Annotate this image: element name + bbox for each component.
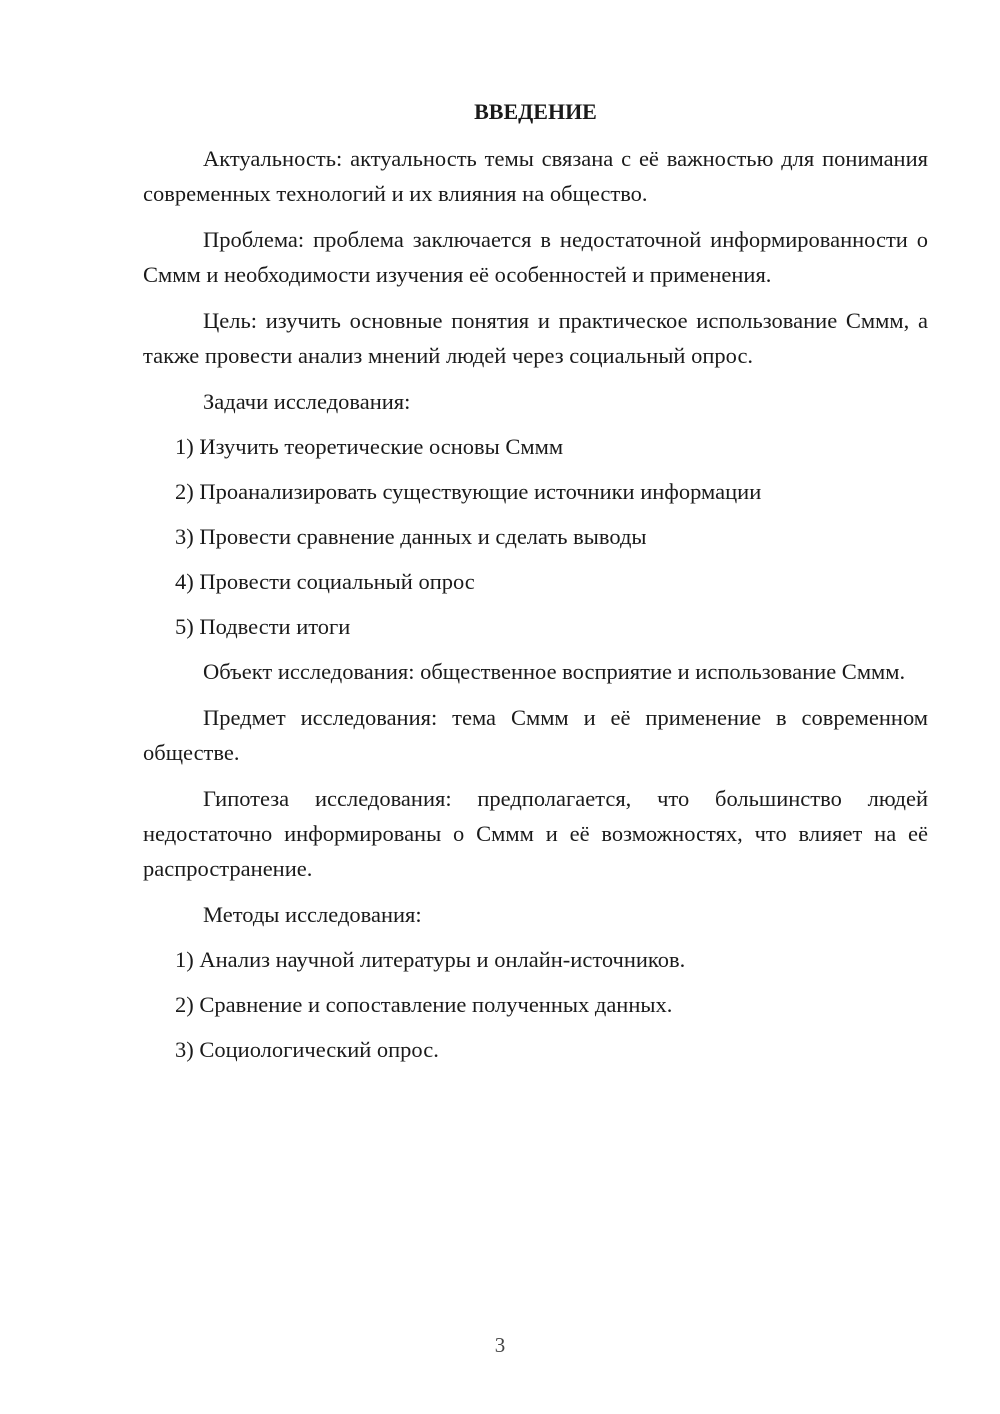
page-title: ВВЕДЕНИЕ	[474, 99, 597, 124]
list-item: 4) Провести социальный опрос	[175, 569, 475, 594]
paragraph-hypothesis: Гипотеза исследования: предполагается, что большинство людей недостаточно информированы о Сммм и её возможностях, что влияет на её распространение.	[143, 786, 928, 881]
tasks-list	[143, 429, 928, 644]
paragraph-object: Объект исследования: общественное восприятие и использование Сммм.	[203, 659, 906, 684]
list-item: 3) Социологический опрос.	[175, 1037, 439, 1062]
list-item: 2) Проанализировать существующие источники информации	[175, 479, 762, 504]
list-item: 5) Подвести итоги	[175, 614, 351, 639]
paragraph-goal: Цель: изучить основные понятия и практическое использование Сммм, а также провести анализ мнений людей через социальный опрос.	[143, 308, 928, 368]
paragraph-relevance: Актуальность: актуальность темы связана с её важностью для понимания современных технологий и их влияния на общество.	[143, 146, 928, 206]
methods-heading: Методы исследования:	[203, 902, 422, 927]
paragraph-problem: Проблема: проблема заключается в недостаточной информированности о Сммм и необходимости изучения её особенностей и применения.	[143, 227, 928, 287]
methods-list	[143, 942, 928, 1067]
page-number: 3	[494, 1333, 506, 1357]
document-page	[143, 94, 928, 1077]
list-item: 1) Изучить теоретические основы Сммм	[175, 434, 564, 459]
list-item: 3) Провести сравнение данных и сделать выводы	[175, 524, 647, 549]
list-item: 2) Сравнение и сопоставление полученных данных.	[175, 992, 673, 1017]
tasks-heading: Задачи исследования:	[203, 389, 411, 414]
paragraph-subject: Предмет исследования: тема Сммм и её применение в современном обществе.	[143, 705, 928, 765]
list-item: 1) Анализ научной литературы и онлайн-источников.	[175, 947, 686, 972]
